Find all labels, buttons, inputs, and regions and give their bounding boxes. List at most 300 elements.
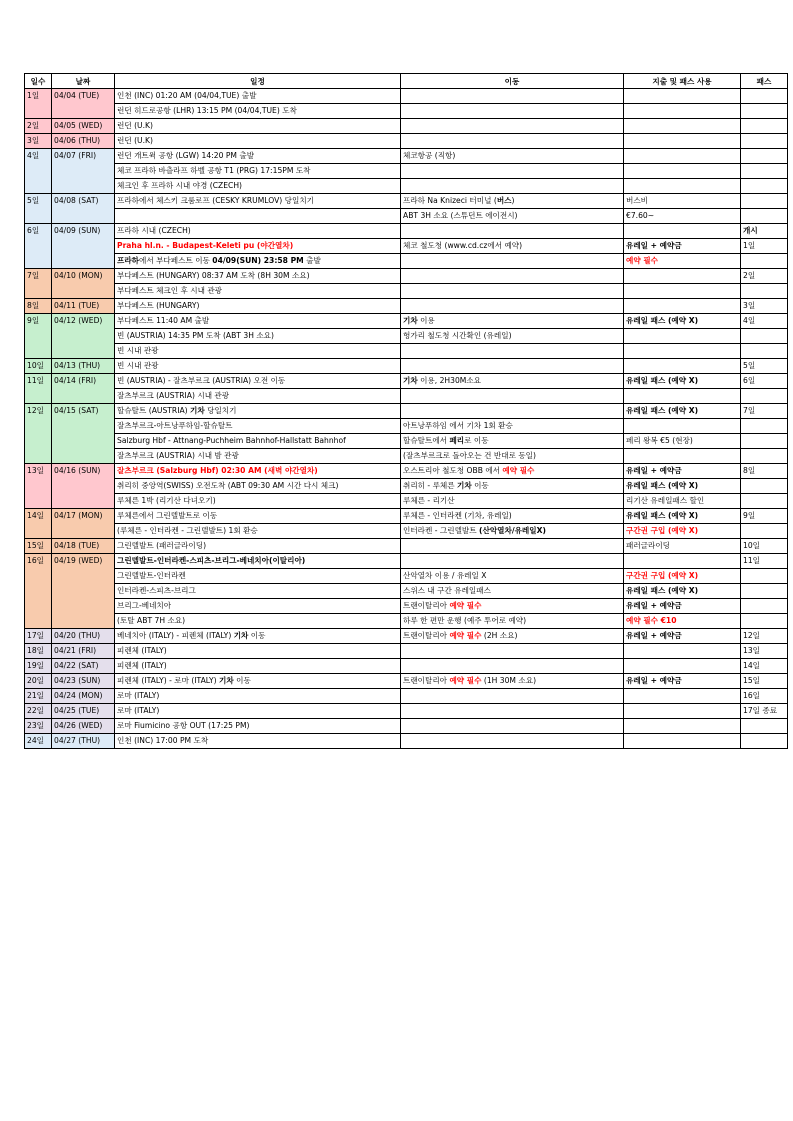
cell-text: 체코항공 (직항) [403,151,456,160]
cell-text: 런던 (U.K) [117,121,153,130]
move-cell [401,299,624,314]
plan-cell [115,374,401,389]
cost-cell [624,464,741,479]
cost-cell [624,239,741,254]
cell-text: 트랜이탈리아 [403,601,450,610]
table-row [25,194,788,209]
move-cell [401,404,624,419]
plan-cell [115,449,401,464]
date-cell: 04/19 (WED) [52,554,115,629]
cost-cell [624,104,741,119]
move-cell [401,599,624,614]
cell-text: (2H 소요) [481,631,518,640]
move-cell [401,269,624,284]
pass-cell [741,344,788,359]
cell-text: 16일 [743,691,760,700]
cell-text: 빈 (AUSTRIA) - 잘츠부르크 (AUSTRIA) 오전 이동 [117,376,286,385]
cost-cell [624,704,741,719]
pass-cell [741,89,788,104]
plan-cell [115,119,401,134]
cell-text: 페리 [449,436,465,445]
cell-text: 할슈탈트에서 [403,436,450,445]
cell-text: 리기산 유레일패스 할인 [626,496,705,505]
cell-text: (루체른 - 인터라켄 - 그린델발트) 1회 환승 [117,526,258,535]
plan-cell [115,659,401,674]
cell-text: 프라하 [117,256,140,265]
move-cell [401,659,624,674]
table-row [25,134,788,149]
date-cell: 04/16 (SUN) [52,464,115,509]
itinerary-sheet [24,73,778,749]
pass-cell [741,449,788,464]
table-row [25,299,788,314]
header-row [25,74,788,89]
move-cell [401,164,624,179]
plan-cell [115,404,401,419]
pass-cell [741,674,788,689]
move-cell [401,119,624,134]
table-row [25,734,788,749]
date-cell: 04/25 (TUE) [52,704,115,719]
plan-cell [115,269,401,284]
cost-cell [624,404,741,419]
table-row [25,494,788,509]
cell-text: (1H 30M 소요) [481,676,537,685]
plan-cell [115,524,401,539]
move-cell [401,314,624,329]
cost-cell [624,509,741,524]
table-row [25,464,788,479]
plan-cell [115,434,401,449]
cost-cell [624,689,741,704]
plan-cell [115,614,401,629]
cell-text: 1일 [743,241,756,250]
date-cell: 04/10 (MON) [52,269,115,299]
cell-text: Salzburg Hbf - Attnang-Puchheim Bahnhof-Hallstatt Bahnhof [117,436,346,445]
move-cell [401,539,624,554]
cell-text: 기차 [233,631,249,640]
cell-text: 루체른 - 리기산 [403,496,455,505]
pass-cell [741,119,788,134]
cell-text: 피렌체 (ITALY) [117,661,167,670]
pass-cell [741,149,788,164]
date-cell: 04/06 (THU) [52,134,115,149]
pass-cell [741,284,788,299]
cell-text: 이동 [471,481,489,490]
table-row [25,524,788,539]
cell-text: 페리 왕복 €5 (현장) [626,436,693,445]
cell-text: 6일 [743,376,756,385]
plan-cell [115,644,401,659]
cost-cell [624,149,741,164]
cost-cell [624,344,741,359]
plan-cell [115,134,401,149]
cell-text: 예약 필수 [449,601,482,610]
cell-text: 프라하에서 체스키 크룸로프 (CESKY KRUMLOV) 당일치기 [117,196,314,205]
pass-cell [741,479,788,494]
pass-cell [741,374,788,389]
header-plan: 일정 [115,74,401,89]
pass-cell [741,254,788,269]
table-row [25,689,788,704]
cell-text: 할슈탈트 (AUSTRIA) [117,406,191,415]
date-cell: 04/14 (FRI) [52,374,115,404]
date-cell: 04/24 (MON) [52,689,115,704]
move-cell [401,674,624,689]
cost-cell [624,674,741,689]
cost-cell [624,299,741,314]
pass-cell [741,359,788,374]
pass-cell [741,389,788,404]
move-cell [401,179,624,194]
cell-text: 예약 필수 [449,676,482,685]
table-row [25,314,788,329]
cell-text: 04/09(SUN) 23:58 PM [212,256,304,265]
move-cell [401,734,624,749]
table-row [25,614,788,629]
table-row [25,404,788,419]
cell-text: ABT 3H 소요 (스튜던트 에이전시) [403,211,518,220]
cell-text: 잘츠부르크 (Salzburg Hbf) 02:30 AM (새벽 야간열차) [117,466,318,475]
header-cost: 지출 및 패스 사용 [624,74,741,89]
cell-text: 트랜이탈리아 [403,631,450,640]
plan-cell [115,674,401,689]
day-number-cell: 9일 [25,314,52,359]
day-number-cell: 2일 [25,119,52,134]
plan-cell [115,569,401,584]
cell-text: 기차 [219,676,234,685]
date-cell: 04/18 (TUE) [52,539,115,554]
plan-cell [115,89,401,104]
cell-text: 예약 필수 [502,466,535,475]
move-cell [401,254,624,269]
header-date: 날짜 [52,74,115,89]
cell-text: 인터라켄 - 그린델발트 [403,526,480,535]
move-cell [401,704,624,719]
cell-text: ) [511,196,515,205]
cost-cell [624,164,741,179]
cell-text: 유레일 패스 (예약 X) [626,376,699,385]
cell-text: 브리그-베네치아 [117,601,172,610]
day-number-cell: 15일 [25,539,52,554]
move-cell [401,194,624,209]
cell-text: 에서 부다페스트 이동 [139,256,213,265]
cell-text: 14일 [743,661,760,670]
cell-text: 구간권 구입 (예약 X) [626,526,699,535]
cell-text: 런던 개트윅 공항 (LGW) 14:20 PM 출발 [117,151,255,160]
table-row [25,389,788,404]
cell-text: 산악열차 이용 / 유레일 X [403,571,487,580]
plan-cell [115,554,401,569]
day-number-cell: 16일 [25,554,52,629]
table-row [25,659,788,674]
move-cell [401,629,624,644]
cell-text: 2일 [743,271,756,280]
cell-text: 예약 필수 [626,256,658,265]
move-cell [401,224,624,239]
table-row [25,164,788,179]
cost-cell [624,734,741,749]
table-row [25,509,788,524]
plan-cell [115,599,401,614]
cost-cell [624,434,741,449]
day-number-cell: 12일 [25,404,52,464]
move-cell [401,494,624,509]
date-cell: 04/20 (THU) [52,629,115,644]
plan-cell [115,509,401,524]
date-cell: 04/09 (SUN) [52,224,115,269]
pass-cell [741,539,788,554]
table-row [25,284,788,299]
cell-text: 루체른 - 인터라켄 (기차, 유레일) [403,511,512,520]
day-number-cell: 21일 [25,689,52,704]
pass-cell [741,599,788,614]
cell-text: 루체른 1박 (리기산 다녀오기) [117,496,216,505]
plan-cell [115,209,401,224]
day-number-cell: 19일 [25,659,52,674]
cost-cell [624,314,741,329]
cell-text: 아트낭푸하임 에서 기차 1회 환승 [403,421,513,430]
cell-text: 그린델발트-인터라켄-스피츠-브리그-베네치아(이탈리아) [117,556,306,565]
cell-text: 5일 [743,361,756,370]
pass-cell [741,134,788,149]
cell-text: 프라하 시내 (CZECH) [117,226,191,235]
move-cell [401,644,624,659]
cell-text: 로마 Fiumicino 공항 OUT (17:25 PM) [117,721,250,730]
date-cell: 04/27 (THU) [52,734,115,749]
cell-text: 체크인 후 프라하 시내 야경 (CZECH) [117,181,242,190]
cost-cell [624,374,741,389]
pass-cell [741,104,788,119]
pass-cell [741,629,788,644]
pass-cell [741,719,788,734]
cost-cell [624,329,741,344]
cell-text: 로마 (ITALY) [117,691,160,700]
cell-text: 11일 [743,556,760,565]
cell-text: Praha hl.n. - Budapest-Keleti pu (야간열차) [117,241,294,250]
pass-cell [741,164,788,179]
cell-text: 하루 한 편만 운행 (예주 투어로 예약) [403,616,527,625]
cell-text: 피렌체 (ITALY) [117,646,167,655]
plan-cell [115,734,401,749]
table-row [25,599,788,614]
cell-text: 8일 [743,466,756,475]
plan-cell [115,494,401,509]
move-cell [401,689,624,704]
table-row [25,479,788,494]
date-cell: 04/23 (SUN) [52,674,115,689]
cell-text: 이용 [417,316,435,325]
cell-text: 예약 필수 [449,631,482,640]
table-row [25,434,788,449]
pass-cell [741,689,788,704]
cell-text: 출발 [303,256,321,265]
move-cell [401,149,624,164]
date-cell: 04/22 (SAT) [52,659,115,674]
cost-cell [624,719,741,734]
date-cell: 04/08 (SAT) [52,194,115,224]
cell-text: 체코 프라하 바츨라프 하벨 공항 T1 (PRG) 17:15PM 도착 [117,166,311,175]
pass-cell [741,614,788,629]
day-number-cell: 11일 [25,374,52,404]
move-cell [401,374,624,389]
cell-text: 빈 (AUSTRIA) 14:35 PM 도착 (ABT 3H 소요) [117,331,274,340]
move-cell [401,329,624,344]
table-row [25,149,788,164]
plan-cell [115,104,401,119]
pass-cell [741,194,788,209]
cell-text: 12일 [743,631,760,640]
move-cell [401,419,624,434]
table-row [25,179,788,194]
cell-text: (잘츠부르크로 돌아오는 건 반대로 동일) [403,451,536,460]
table-row [25,374,788,389]
cell-text: (산악열차/유레일X) [479,526,546,535]
plan-cell [115,539,401,554]
cost-cell [624,224,741,239]
cost-cell [624,419,741,434]
move-cell [401,554,624,569]
table-row [25,269,788,284]
cell-text: 기차 [403,316,418,325]
move-cell [401,389,624,404]
cell-text: 13일 [743,646,760,655]
date-cell: 04/12 (WED) [52,314,115,359]
table-row [25,629,788,644]
cell-text: 잘츠부르크 (AUSTRIA) 시내 관광 [117,391,230,400]
cell-text: 예약 필수 €10 [626,616,677,625]
pass-cell [741,314,788,329]
cost-cell [624,479,741,494]
cell-text: 유레일 + 예약금 [626,676,682,685]
table-row [25,449,788,464]
day-number-cell: 7일 [25,269,52,299]
cell-text: 기차 [403,376,418,385]
plan-cell [115,314,401,329]
day-number-cell: 10일 [25,359,52,374]
move-cell [401,359,624,374]
cell-text: 트랜이탈리아 [403,676,450,685]
pass-cell [741,554,788,569]
cell-text: 체코 철도청 (www.cd.cz에서 예약) [403,241,523,250]
pass-cell [741,659,788,674]
plan-cell [115,719,401,734]
pass-cell [741,239,788,254]
cell-text: (토탈 ABT 7H 소요) [117,616,186,625]
pass-cell [741,179,788,194]
date-cell: 04/11 (TUE) [52,299,115,314]
day-number-cell: 6일 [25,224,52,269]
cell-text: 유레일 + 예약금 [626,631,682,640]
move-cell [401,104,624,119]
day-number-cell: 23일 [25,719,52,734]
cell-text: 유레일 + 예약금 [626,241,682,250]
cost-cell [624,644,741,659]
day-number-cell: 8일 [25,299,52,314]
move-cell [401,614,624,629]
plan-cell [115,149,401,164]
cell-text: 그린델발트 (패러글라이딩) [117,541,207,550]
move-cell [401,344,624,359]
date-cell: 04/17 (MON) [52,509,115,539]
pass-cell [741,569,788,584]
cost-cell [624,194,741,209]
cell-text: 부다페스트 체크인 후 시내 관광 [117,286,223,295]
cell-text: 프라하 Na Knizeci 터미널 ( [403,196,497,205]
cost-cell [624,599,741,614]
table-row [25,554,788,569]
move-cell [401,719,624,734]
cell-text: 기차 [190,406,205,415]
pass-cell [741,209,788,224]
cell-text: 빈 시내 관광 [117,361,159,370]
table-row [25,704,788,719]
table-row [25,254,788,269]
table-row [25,329,788,344]
cell-text: 유레일 + 예약금 [626,466,682,475]
pass-cell [741,584,788,599]
day-number-cell: 17일 [25,629,52,644]
cell-text: 유레일 패스 (예약 X) [626,406,699,415]
cost-cell [624,89,741,104]
cell-text: 이용, 2H30M소요 [417,376,482,385]
table-row [25,569,788,584]
table-row [25,419,788,434]
plan-cell [115,254,401,269]
cost-cell [624,659,741,674]
date-cell: 04/26 (WED) [52,719,115,734]
cell-text: 취리히 중앙역(SWISS) 오전도착 (ABT 09:30 AM 시간 다시 체크) [117,481,339,490]
day-number-cell: 18일 [25,644,52,659]
pass-cell [741,734,788,749]
plan-cell [115,689,401,704]
table-row [25,584,788,599]
pass-cell [741,524,788,539]
cell-text: 로 이동 [464,436,489,445]
date-cell: 04/13 (THU) [52,359,115,374]
cell-text: 버스 [496,196,512,205]
plan-cell [115,359,401,374]
cell-text: 이동 [248,631,266,640]
table-row [25,239,788,254]
day-number-cell: 24일 [25,734,52,749]
move-cell [401,434,624,449]
plan-cell [115,194,401,209]
day-number-cell: 13일 [25,464,52,509]
day-number-cell: 14일 [25,509,52,539]
cell-text: 유레일 패스 (예약 X) [626,316,699,325]
table-row [25,719,788,734]
table-row [25,119,788,134]
itinerary-table [24,73,788,749]
cell-text: 런던 히드로공항 (LHR) 13:15 PM (04/04,TUE) 도착 [117,106,297,115]
pass-cell [741,419,788,434]
cost-cell [624,554,741,569]
cost-cell [624,539,741,554]
cell-text: 4일 [743,316,756,325]
pass-cell [741,269,788,284]
cell-text: 구간권 구입 (예약 X) [626,571,699,580]
pass-cell [741,704,788,719]
plan-cell [115,329,401,344]
cell-text: 10일 [743,541,760,550]
plan-cell [115,344,401,359]
move-cell [401,449,624,464]
cell-text: 3일 [743,301,756,310]
date-cell: 04/15 (SAT) [52,404,115,464]
cell-text: 버스비 [626,196,649,205]
plan-cell [115,419,401,434]
